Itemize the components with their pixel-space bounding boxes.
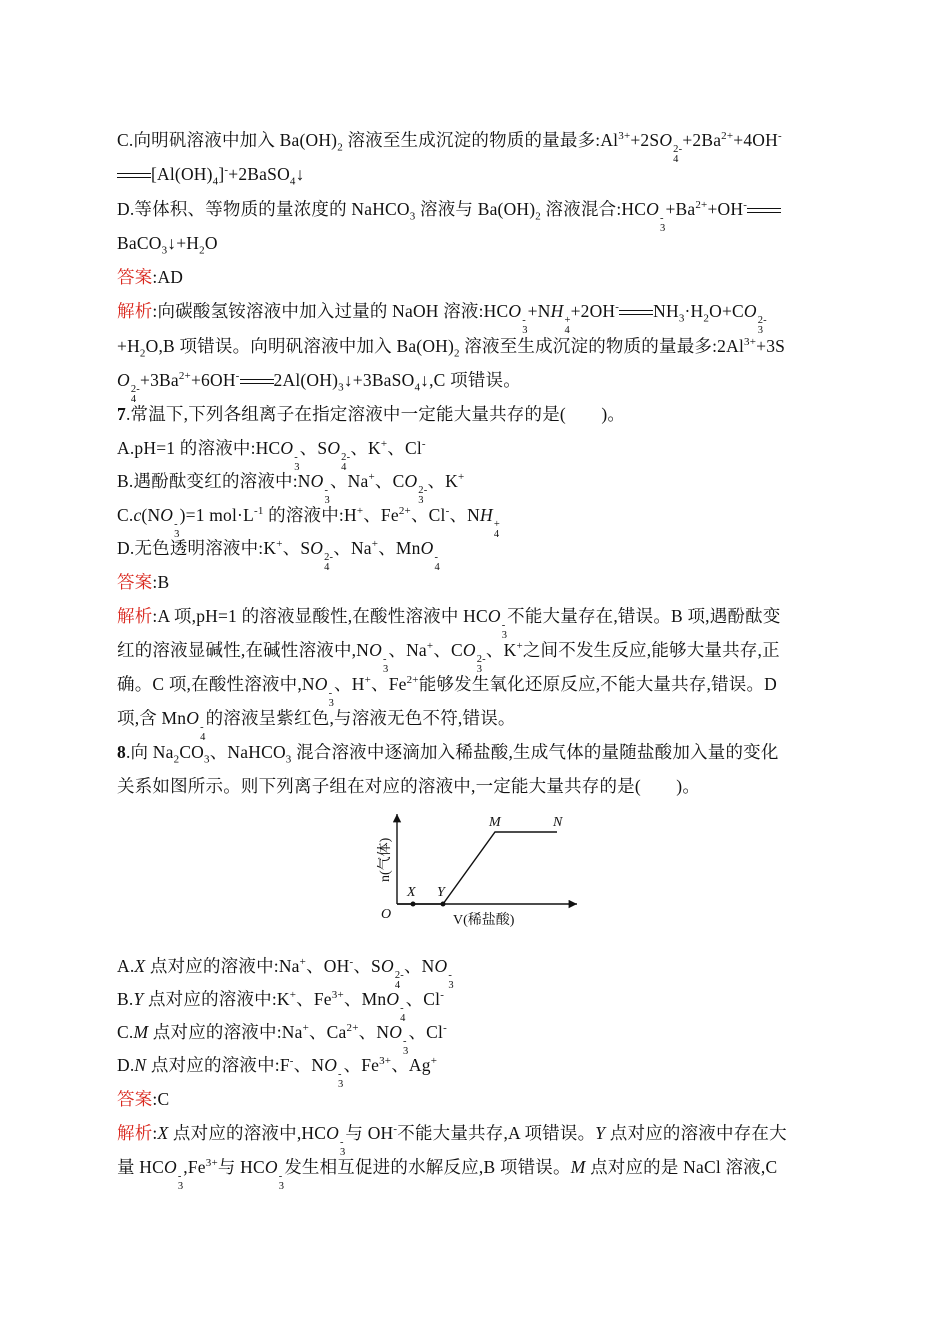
- q6-option-c-line1: C.向明矾溶液中加入 $Ba(OH)_2$ 溶液至生成沉淀的物质的量最多$:Al^{3+}+2SO$ 2- 4 $+2Ba^{2+}+4OH^-$: [117, 130, 782, 165]
- q8-option-a: A.X 点对应的溶液中:Na+、OH-、SO 2- 4 、NO - 3: [117, 956, 454, 991]
- q7-answer: 答案:B: [117, 572, 170, 592]
- gas-curve: [397, 832, 557, 904]
- q8-option-c: C.M 点对应的溶液中:Na+、$Ca^{2+}$、NO - 3 、Cl-: [117, 1022, 447, 1057]
- point-x-label: X: [407, 885, 416, 900]
- q7-analysis-line2: 红的溶液显碱性,在碱性溶液中,NO - 3 、Na+、CO 2- 3 、K+之间不发生反应,能够大量共存,正: [117, 640, 780, 675]
- q8-option-d: D.N 点对应的溶液中:F-、NO - 3 、$Fe^{3+}$、Ag+: [117, 1055, 438, 1090]
- q7-analysis-line3: 确。C 项,在酸性溶液中,NO - 3 、H+、$Fe^{2+}$能够发生氧化还原反应,不能大量共存,错误。D: [117, 674, 778, 709]
- q6-option-d-line1: D.等体积、等物质的量浓度的 NaHCO$_3$ 溶液与 $Ba(OH)_2$ 溶液混合:HCO - 3 $+Ba^{2+}+OH^-$: [117, 197, 837, 234]
- q7-stem: 7.常温下,下列各组离子在指定溶液中一定能大量共存的是( )。: [117, 404, 626, 424]
- x-axis-label: V(稀盐酸): [453, 913, 515, 928]
- point-y-dot: [441, 902, 446, 907]
- q7-option-d: D.无色透明溶液中:K+、SO 2- 4 、Na+、MnO - 4: [117, 538, 440, 573]
- q8-stem-line1: 8.向 $Na_2CO_3$、NaHCO$_3$ 混合溶液中逐滴加入稀盐酸,生成气体的量随盐酸加入量的变化: [117, 742, 779, 766]
- origin-label: O: [381, 907, 392, 922]
- q8-answer: 答案:C: [117, 1089, 170, 1109]
- q7-option-c: C.c(NO - 3 )=1 $mol\cdot L^{-1}$ 的溶液中:H+、$Fe^{2+}$、Cl-、NH + 4: [117, 505, 500, 540]
- q7-option-a: A.pH=1 的溶液中:HCO - 3 、SO 2- 4 、K+、Cl-: [117, 438, 426, 473]
- y-axis-label: n(气体): [378, 837, 393, 882]
- gas-volume-graph: [365, 808, 595, 933]
- q6-analysis-line3: O 2- 4 $+3Ba^{2+}+6OH^-$ $2Al(OH)_3↓+3BaSO_4↓,C$ 项错误。: [117, 370, 521, 405]
- point-n-label: N: [553, 815, 563, 830]
- point-m-label: M: [489, 815, 501, 830]
- q6-analysis-line1: 解析:向碳酸氢铵溶液中加入过量的 NaOH 溶液:HCO - 3 +NH + 4 +2OH- $NH_3\cdot H_2O+CO$ 2- 3: [117, 301, 767, 336]
- point-x-dot: [411, 902, 416, 907]
- q6-option-c-line2: $[Al(OH)_4]^-+2BaSO_4↓$: [117, 162, 837, 186]
- q8-stem-line2: 关系如图所示。则下列离子组在对应的溶液中,一定能大量共存的是( )。: [117, 776, 701, 796]
- q8-analysis-line2: 量 HCO - 3 $,Fe^{3+}$与 HCO - 3 发生相互促进的水解反应,B 项错误。M 点对应的是 NaCl 溶液,C: [117, 1157, 778, 1192]
- point-y-label: Y: [437, 885, 445, 900]
- q7-option-b: B.遇酚酞变红的溶液中:NO - 3 、Na+、CO 2- 3 、K+: [117, 471, 465, 506]
- q6-analysis-line2: $+H_2O,B$ 项错误。向明矾溶液中加入 $Ba(OH)_2$ 溶液至生成沉淀的物质的量最多$:2Al^{3+}+3S$: [117, 336, 786, 360]
- q7-analysis-line1: 解析:A 项,pH=1 的溶液显酸性,在酸性溶液中 HCO - 3 不能大量存在,错误。B 项,遇酚酞变: [117, 606, 781, 641]
- q8-analysis-line1: 解析:X 点对应的溶液中,HCO - 3 与 OH-不能大量共存,A 项错误。Y 点对应的溶液中存在大: [117, 1123, 787, 1158]
- q7-analysis-line4: 项,含 MnO - 4 的溶液呈紫红色,与溶液无色不符,错误。: [117, 708, 516, 743]
- graph-svg: [365, 808, 595, 933]
- q8-option-b: B.Y 点对应的溶液中:K+、$Fe^{3+}$、MnO - 4 、Cl-: [117, 989, 445, 1024]
- q6-option-d-line2: $BaCO_3↓+H_2O$: [117, 233, 218, 257]
- q6-answer: 答案:AD: [117, 267, 184, 287]
